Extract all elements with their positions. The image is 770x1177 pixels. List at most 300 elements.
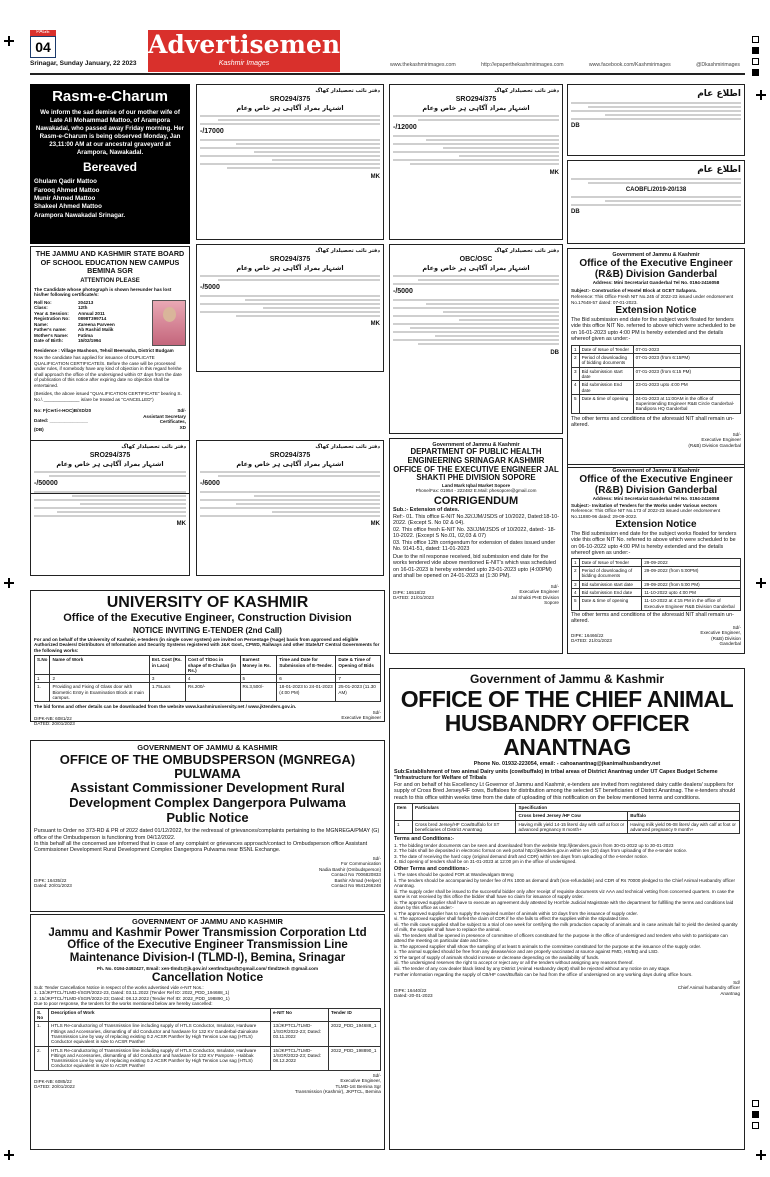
field-label: Roll No:	[34, 299, 52, 305]
column-header: Time and Date for Submission of E-Tender.	[277, 656, 336, 675]
cell: 1.75Lacs	[149, 683, 185, 702]
animal-dated: Dated:-20-01-2023	[394, 993, 433, 999]
field-label: Mother's Name:	[34, 332, 69, 338]
field-value: Zareena Parveen	[78, 321, 115, 327]
table-row	[572, 367, 741, 381]
cell: 07-01-2023 (from 6:15 PM)	[633, 367, 740, 381]
cell: Cross bred Jersey/HF Cow/Buffalo for ST beneficiaries of District Anantnag	[413, 820, 516, 834]
power-dipk: DIPK-NB: 6085/22	[34, 1078, 72, 1084]
cell: 2022_PDD_194688_1	[329, 1022, 381, 1046]
cell: 2.	[35, 1046, 49, 1070]
power-nit-2: 2. 15/JKPTCL/TLMD-I/SGR/2022-23; Dated: 08.12.2022 (Tender Ref ID: 2022_PDD_198890_1)	[34, 995, 230, 1001]
urdu-code: MK	[370, 520, 380, 527]
urdu-sro: SRO294/375	[89, 452, 131, 460]
cell: 13/JKPTCL/TLMD-1/SGR/2022-23; Dated: 03.11.2022	[271, 1022, 329, 1046]
rb2-sign-division: (R&B) Division	[711, 635, 741, 641]
table-header	[395, 804, 740, 812]
epaper-link[interactable]: http://epaperthekashmirimages.com	[481, 62, 564, 68]
jkbose-note: (Besides, the above issued "QUALIFICATION CERTIFICATE" bearing S. No.\ ______________ is/are be treated as "CANCELLED")	[34, 391, 182, 402]
urdu-subject: اشتہار بمراد آگاہی ہر خاص وعام	[236, 460, 344, 469]
urdu-fee: -/50000	[34, 480, 58, 488]
field-value: 0898T399714	[78, 316, 107, 322]
ombuds-helper-contact: Contact No 9541266248	[331, 883, 381, 889]
field-label: Year & Session:	[34, 310, 69, 316]
rb2-sign-title: Executive Engineer,	[700, 630, 741, 636]
cell: Rs.200/-	[185, 683, 240, 702]
bereaved-name: Arampora Nawakadal Srinagar.	[34, 211, 126, 219]
ombudsperson-public-notice	[30, 740, 385, 912]
rb1-sign: Sd/-	[732, 431, 741, 437]
cell: 4	[185, 675, 240, 683]
uok-tender-notice	[30, 590, 385, 727]
uok-table	[34, 655, 381, 702]
ombuds-sign-name: Nadia Bashir (Ombudsperson)	[318, 866, 381, 872]
cell: Date & time of opening	[579, 394, 633, 413]
column-header: Name of Work	[50, 656, 149, 675]
cell: 1.	[35, 1022, 49, 1046]
rasm-body: We inform the sad demise of our mother wife of Late Ali Mohammad Mattoo, of Arampora Nawakadal, who passed away Friday morning. Her Rasm-e-Charum is being observed Monday, Jan 23,11:00 AM at our ancestral graveyard at Arampora, Nawakadal.	[35, 109, 185, 157]
urdu-code: MK	[176, 520, 186, 527]
elan-code: DB	[571, 209, 580, 216]
cell: 1	[35, 675, 50, 683]
elan-title: اطلاع عام	[697, 165, 741, 175]
urdu-fee: -/5000	[200, 284, 220, 292]
registration-mark	[4, 578, 14, 588]
field-value: Ab Rashid Malik	[78, 327, 114, 333]
rb1-sign-title: Executive Engineer	[701, 437, 741, 443]
cell: 4	[572, 381, 580, 395]
column-header: S.No	[35, 656, 50, 675]
phe-sign-place: Sopore	[544, 600, 559, 606]
power-intro: Sub: Tender Cancellation Notice in respect of the works advertised vide e-NIT Nos.:	[34, 984, 204, 990]
term-item: vi. The approved supplier shall forfeit the claim of CDR if he she fails to effect the supplies within the stipulated time.	[394, 916, 630, 922]
urdu-code: MK	[370, 320, 380, 327]
elan-notice-1	[567, 84, 745, 156]
rb1-gov: Government of Jammu & Kashmir	[612, 252, 700, 258]
urdu-notice-1	[196, 84, 384, 240]
urdu-sro: SRO294/375	[269, 96, 311, 104]
jkbose-title: THE JAMMU AND KASHMIR STATE BOARD OF SCHOOL EDUCATION NEW CAMPUS BEMINA SGR	[35, 249, 185, 276]
field-label: Date of Birth:	[34, 338, 64, 344]
cell: Bid submission End date	[579, 381, 633, 395]
page-label: PAGE	[30, 30, 56, 36]
cell: 07-01-2023	[633, 345, 740, 353]
urdu-subject: اشتہار بمراد آگاہی ہر خاص وعام	[56, 460, 164, 469]
animal-terms	[394, 843, 740, 865]
rb1-extension-title: Extension Notice	[615, 305, 697, 317]
banner-subtitle: Kashmir Images	[218, 60, 270, 67]
cell: 1	[395, 820, 413, 834]
candidate-photo	[152, 300, 186, 346]
urdu-obc: OBC/OSC	[459, 256, 493, 264]
ombuds-notice: Public Notice	[166, 810, 249, 826]
cell: 11-10-2022 upto 4:00 PM	[642, 589, 741, 597]
elan-notice-2	[567, 160, 745, 244]
field-label: Father's name:	[34, 327, 67, 333]
ombuds-sign-line: For Communication	[340, 861, 381, 867]
registration-mark	[756, 1150, 766, 1160]
urdu-office-head: دفتر نائب تحصیلدار کھاگ	[315, 88, 380, 94]
ombuds-dipk: DIPK: 16435/22	[34, 877, 67, 883]
urdu-fee: -/12000	[393, 124, 417, 132]
urdu-fee: -/6000	[200, 480, 220, 488]
ombuds-sign-contact: Contact No 7006820833	[331, 872, 381, 878]
urdu-office-head: دفتر نائب تحصیلدار کھاگ	[494, 88, 559, 94]
rb2-table	[571, 558, 741, 611]
twitter-link[interactable]: @Dkashmirimages	[696, 62, 740, 68]
power-contact: Ph. No. 0194-2492427, Email: xen-tlmd1@jk.gov.in/ xentlmd1psdt@gmail.com/ tlmd1tech @gmail.com	[96, 965, 319, 971]
rb1-reference: Reference: This Office Fresh NIT No.245 of 2022-23 issued under endorsement No.17648-57 dated: 07-01-2023.	[571, 294, 734, 305]
phe-ref: Ref:- 01. This office E-NIT No.32/JJM/JSDS of 10/2022, Dated:18-10- 2022. (Except S. No 02 & 04).	[393, 513, 559, 527]
cell: 29-09-2022 (from 5:00PM)	[642, 567, 741, 581]
website-link[interactable]: www.thekashmirimages.com	[390, 62, 456, 68]
cell: Date & time of opening	[579, 597, 642, 611]
color-swatch	[752, 1122, 759, 1129]
cell: Period of downloading of bidding documents	[579, 567, 642, 581]
bereaved-name: Shakeel Ahmed Mattoo	[34, 203, 102, 211]
field-value: 204213	[78, 299, 94, 305]
table-row	[35, 675, 381, 683]
urdu-notice-obc	[389, 244, 563, 434]
rasm-names	[34, 178, 186, 220]
cell: Date of Issue of Tender	[579, 345, 633, 353]
uok-notice: NOTICE INVITING E-TENDER (2nd Call)	[133, 625, 282, 635]
power-notice: Cancellation Notice	[151, 970, 264, 985]
term-item: ii. The tenders should be accompanied by tender fee of Rs 1000 as demand draft (non-refundable) and CDR of Rs 70000 pledged to the Chief Animal Husbandry officer Anantnag.	[394, 877, 735, 889]
phe-sign: Sd/-	[550, 583, 559, 589]
power-cancellation-notice	[30, 914, 385, 1150]
advertisement-banner	[148, 30, 352, 72]
column-header: e-NIT No	[271, 1008, 329, 1022]
term-item: Xi The target of supply of animals should increase or decrease depending on the availability of funds.	[394, 954, 600, 960]
cell: 2	[50, 675, 149, 683]
registration-mark	[4, 36, 14, 46]
column-header: Buffalo	[628, 812, 740, 820]
cell: 18-01-2023 to 24-01-2023 (4:00 PM)	[277, 683, 336, 702]
column-header: Particulars	[413, 804, 516, 821]
cell: 1	[572, 345, 580, 353]
column-header: Item	[395, 804, 413, 821]
power-sign-dept: Transmission (Kashmir), JKPTCL, Bemina	[294, 1089, 381, 1095]
cell: 1.	[35, 683, 50, 702]
table-row	[572, 345, 741, 353]
cell: 3	[149, 675, 185, 683]
animal-title-1: OFFICE OF THE CHIEF ANIMAL	[400, 685, 734, 712]
animal-sign: Sd/	[733, 979, 740, 985]
uok-sign: Sd/-	[372, 709, 381, 715]
animal-other-title: Other Terms and conditions:-	[394, 865, 470, 872]
color-swatch	[752, 47, 759, 54]
jkbose-residence: Residence : Village Mashoon, Tehsil Beerwaha, District Budgam	[34, 347, 174, 353]
power-nit-1: 1. 13/JKPTCL/TLMD-I/SGR/2022-23, Dated: 03.11.2022 (Tender Ref ID: 2022_PDD_194688_1)	[34, 990, 230, 996]
phe-dipk: DIPK: 16518/22	[393, 589, 426, 595]
rasm-bereaved-title: Bereaved	[82, 160, 138, 175]
power-office: Office of the Executive Engineer Transmission Line Maintenance Division-I (TLMD-I), Bemina, Srinagar	[67, 939, 348, 964]
cell: 3	[572, 367, 580, 381]
color-swatch	[752, 36, 759, 43]
cell: Period of downloading of bidding documents	[579, 354, 633, 368]
phe-gov: Government of Jammu & Kashmir	[432, 442, 520, 448]
urdu-sro: SRO294/375	[455, 96, 497, 104]
rb2-gov: Government of Jammu & Kashmir	[612, 468, 700, 474]
ombuds-dated: Dated: 20/01/2023	[34, 883, 72, 889]
cell: 23-01-2023 upto 4:00 PM	[633, 381, 740, 395]
column-header: Tender ID	[329, 1008, 381, 1022]
urdu-office-head: دفتر نائب تحصیلدار کھاگ	[121, 444, 186, 450]
table-row	[572, 580, 741, 588]
phe-corrigendum	[389, 438, 563, 654]
bereaved-name: Munir Ahmed Mattoo	[34, 194, 96, 202]
column-header: Cost of T/Doc in shape of E-Challan (in Rs.)	[185, 656, 240, 675]
cell: HTLS Re-conductoring of Transmission line including supply of HTLS Conductor, Insulator, Hardware Fittings and Accessories, dismantling of old Conductor and hardware for 132 KV Pampore - Habbak Transmission Line by way of replacing existing 0.2 ACSR Panther by High Tension Low sag (HTLS) Conductor equivalent in size to ACSR Panther	[49, 1046, 271, 1070]
uok-office: Office of the Executive Engineer, Construction Division	[63, 612, 352, 624]
phe-dated: DATED: 21/01/2023	[393, 595, 434, 601]
field-label: Name:	[34, 321, 49, 327]
cell: 3	[572, 580, 580, 588]
page-date: Srinagar, Sunday January, 22 2023	[30, 60, 137, 67]
field-value: 15/02/1994	[78, 338, 101, 344]
urdu-notice-2	[196, 244, 384, 372]
rb-extension-notice-1	[567, 248, 745, 468]
term-item: i. The rates should be quoted FOR at Wandevalgam Breng	[394, 872, 514, 878]
phe-sign-division: Jal Shakti PHE Division	[511, 594, 559, 600]
term-item: 4. Bid opening of tenders shall be on 31-01-2023 at 12:00 pm in the office of undersigned.	[394, 859, 577, 865]
rb1-subject: Subject:- Construction of Hostel Block at GCET Safapora.	[571, 287, 697, 293]
cell: Bid submission End date	[579, 589, 642, 597]
cell: 5	[572, 597, 580, 611]
power-sign-office: TLMD-1st Bemina Sgr	[335, 1083, 381, 1089]
rb2-extension-title: Extension Notice	[615, 519, 697, 531]
urdu-code: MK	[370, 173, 380, 180]
column-header: S. No	[35, 1008, 49, 1022]
urdu-subject: اشتہار بمراد آگاہی ہر خاص وعام	[236, 104, 344, 113]
rb1-office: Office of the Executive Engineer (R&B) Division Ganderbal	[579, 258, 733, 281]
animal-gov: Government of Jammu & Kashmir	[469, 672, 665, 686]
cell: Rs.3,500/-	[240, 683, 277, 702]
color-swatch	[752, 1111, 759, 1118]
animal-title-2: HUSBANDRY OFFICER ANANTNAG	[444, 709, 690, 761]
cell: 25-01-2023 (11.30 AM)	[336, 683, 381, 702]
bereaved-name: Ghulam Qadir Mattoo	[34, 178, 97, 186]
cell: Having milk yield 14-15 liters/ day with calf at foot or advanced pregnancy 8 month+	[516, 820, 628, 834]
jkbose-sign-title: Assistant Secretary	[143, 413, 186, 419]
rb1-footer: The other terms and conditions of the aforesaid NIT shall remain un-altered.	[571, 415, 734, 429]
cell: Providing and Fixing of Glass door with Biometric Entry in Examination Block at main campus.	[50, 683, 149, 702]
jkbose-body: Now the candidate has applied for issuance of DUPLICATE QUALIFICATION CERTIFICATE/S. Before the case will be processed under rules, if somebody have any kind of objection in this regard he/she shall approach the office of the undersigned within 07 days from the date of publication of this notice after expiring date no objection shall be entertained.	[34, 355, 182, 388]
phe-phone: Phone/Fax: 01954 - 222482 E.Mail: phesopore@gmail.com	[415, 488, 537, 494]
ombuds-body2: In this behalf all the concerned are informed that in case of any complaint or grievances approach/contact to Ombudsperson office Assistant Commissioner Development Rural Development Complex Dangerpora Pulwama near BSNL Exchange.	[34, 841, 368, 854]
color-swatch	[752, 58, 759, 65]
urdu-code: DB	[550, 349, 559, 356]
rb2-sign: Sd/-	[732, 624, 741, 630]
table-row	[35, 1022, 381, 1046]
term-item: xiii. The tender of any cow dealer black listed by any District (Animal Husbandry deptt) shall be rejected without any notice on any stage.	[394, 965, 671, 971]
urdu-subject: اشتہار بمراد آگاہی ہر خاص وعام	[422, 104, 530, 113]
rasm-title: Rasm-e-Charum	[52, 88, 168, 105]
term-item: vii. The milk cows supplied shall be subject to a trial of one week for certifying the milk production capacity of animals and in case animals fail to yield the desired quantity of milk, the supplier shall have to replace the animal.	[394, 921, 738, 933]
term-item: 1. The bidding tender documents can be seen and downloaded from the website http://jktenders.gov.in from 30-01-2022 up to 30-01-2023	[394, 842, 674, 848]
animal-terms-title: Terms and Conditions:-	[394, 836, 455, 843]
registration-mark	[756, 578, 766, 588]
animal-table	[394, 803, 740, 834]
cell: 15/JKPTCL/TLMD-1/SGR/2022-23; Dated: 08.12.2022	[271, 1046, 329, 1070]
column-header: Earnest Money in Rs.	[240, 656, 277, 675]
field-label: Registration No:	[34, 316, 70, 322]
animal-sign-place: Anantnag	[720, 990, 740, 996]
header-rule	[30, 73, 745, 75]
registration-mark	[4, 1150, 14, 1160]
phe-dept: DEPARTMENT OF PUBLIC HEALTH ENGINEERING SRINAGAR KASHMIR	[407, 447, 545, 466]
table-row	[572, 567, 741, 581]
term-item: x. The animal supplied should be free from any disease/vice and are properly vaccinated at source against FMD, HS/BQ and LSD.	[394, 949, 659, 955]
cell: 24-01-2023 at 11:00AM in the office of Superintending Engineer R&B Circle Ganderbal-Bandipora HQ Ganderbal	[633, 394, 740, 413]
power-title: Jammu and Kashmir Power Transmission Corporation Ltd	[48, 926, 367, 939]
cell: 2	[572, 354, 580, 368]
rb2-footer: The other terms and conditions of the aforesaid NIT shall remain un-altered.	[571, 611, 734, 625]
animal-dipk: DIPK: 16440/22	[394, 987, 427, 993]
field-value: 12th	[78, 305, 88, 311]
term-item: iii. The supply order shall be issued to the successful bidder only after receipt of requisite documents viz AAA and technical vetting from concerned quarters. In case the same is not received by this office the bidder shall have no claim for issuance of supply order.	[394, 888, 735, 900]
ombuds-subtitle: Assistant Commissioner Development Rural Development Complex Dangerpora Pulwama	[69, 780, 346, 811]
column-header: Specification	[516, 804, 740, 812]
term-item: 2. The bids shall be deposited in electronic format on web portal http://jktenders.gov.in within ten (10) days from uploading of the e-tender notice.	[394, 848, 688, 854]
term-item: iv. The approved supplier shall have to execute an agreement duly attested by Hon'ble Judicial Magistrate with the department for fulfilling the terms and conditions laid down by this office as under:-	[394, 899, 734, 911]
uok-dipk: DIPK-NB: 6081/22	[34, 715, 72, 721]
rb2-dated: DATED: 21/01/2023	[571, 638, 612, 644]
header-links	[390, 63, 740, 69]
urdu-sro: SRO294/375	[269, 256, 311, 264]
urdu-notice-4	[196, 440, 384, 576]
table-row	[572, 597, 741, 611]
cell: 7	[336, 675, 381, 683]
uok-intro: For and on behalf of the University of Kashmir, e-tenders (in single cover system) are invited on Percentage (%age) basis from approved and eligible Authorized Dealers/ Distributors of Information and Security Systems registered with J&K Govt., CPWD, Railways and other State/UT Central Governments for the following works:	[34, 636, 380, 653]
urdu-office-head: دفتر نائب تحصیلدار کھاگ	[494, 248, 559, 254]
table-row	[572, 589, 741, 597]
cell: 2022_PDD_198890_1	[329, 1046, 381, 1070]
table-row	[572, 354, 741, 368]
color-swatch	[752, 69, 759, 76]
field-value: Annual 2011	[78, 310, 105, 316]
table-row	[35, 1046, 381, 1070]
jkbose-attention: ATTENTION PLEASE	[80, 277, 140, 284]
ombuds-helper: Bashir Ahmad (Helper)	[334, 877, 381, 883]
facebook-link[interactable]: www.facebook.com/Kashmirimages	[588, 62, 671, 68]
cell: 1	[572, 558, 580, 566]
elan-ref-code: CAOBFL/2019-20/138	[625, 187, 687, 194]
power-gov: GOVERNMENT OF JAMMU AND KASHMIR	[132, 917, 283, 926]
jkbose-intro: The Candidate whose photograph is shown hereunder has lost his/her following certificate/s:	[34, 286, 172, 298]
registration-mark	[756, 90, 766, 100]
urdu-office-head: دفتر نائب تحصیلدار کھاگ	[315, 444, 380, 450]
phe-body: Due to the nil response received, bid submission end date for the works tendered vide above mentioned E-NIT's which was scheduled on 16-01-2023 is hereby extended upto 23-01-2023 upto (4:00PM) and shall be opened on 24-01-2023 at (1:30 PM).	[393, 553, 556, 580]
power-sign: Sd/-	[372, 1072, 381, 1078]
term-item: viii. The tenders shall be opened in presence of committee of officers constituted for the purpose in the office of undersigned and tenders who wish to participate can attend the meeting on particular date and time.	[394, 932, 728, 944]
rb1-table	[571, 345, 741, 414]
power-dated: DATED: 20/01/2022	[34, 1084, 75, 1090]
jkbose-details	[34, 300, 186, 346]
cell: 4	[572, 589, 580, 597]
phe-address: Land Mark Iqbal Market Sopore	[441, 482, 511, 488]
field-label: Class:	[34, 305, 48, 311]
column-header: Est. Cost (Rs. in Lacs)	[149, 656, 185, 675]
column-header: Date & Time of Opening of Bids	[336, 656, 381, 675]
rb1-body: The Bid submission end date for the subject work floated for tenders vide this office NIT No. referred to above which were scheduled to be on 16-01-2023 upto 4:00 PM is hereby extended and the details whereof given as under:-	[571, 316, 736, 343]
animal-husbandry-notice	[389, 668, 745, 1150]
cell: 5	[240, 675, 277, 683]
urdu-office-head: دفتر نائب تحصیلدار کھاگ	[315, 248, 380, 254]
phe-ref3: 03. This office 12th corrigendum for extension of dates issued under No. 9141-51, dated: 11-01-2023	[393, 539, 556, 553]
photo-face	[163, 307, 176, 322]
bereaved-name: Farooq Ahmed Mattoo	[34, 186, 100, 194]
table-header	[35, 656, 381, 675]
urdu-subject: اشتہار بمراد آگاہی ہر خاص وعام	[236, 264, 344, 273]
urdu-fee: -/5000	[393, 288, 413, 296]
cell: 29-09-2022	[642, 558, 741, 566]
table-row	[35, 683, 381, 702]
urdu-notice-5	[389, 84, 563, 240]
rb2-sign-place: Ganderbal	[719, 641, 741, 647]
rb1-sign-division: (R&B) Division Ganderbal	[688, 442, 741, 448]
ombuds-gov: GOVERNMENT OF JAMMU & KASHMIR	[137, 743, 278, 752]
table-row	[572, 381, 741, 395]
urdu-notice-3	[30, 440, 190, 576]
uok-dated: DATED: 20/01/2023	[34, 721, 75, 727]
urdu-fee: -/17000	[200, 128, 224, 136]
page-number-badge	[30, 30, 56, 58]
cell: Having milk yield 06-08 liters/ day with calf at foot or advanced pregnancy 9 month+	[628, 820, 740, 834]
phe-title: CORRIGENDUM	[433, 494, 519, 507]
uok-title: UNIVERSITY OF KASHMIR	[106, 594, 309, 611]
rb2-address: Address: Mini Secretariat Ganderbal Tel No. 0194-2416058	[592, 496, 720, 502]
phe-office: OFFICE OF THE EXECUTIVE ENGINEER JAL SHAKTI PHE DIVISION SOPORE	[393, 464, 559, 483]
phe-subject: Sub.:- Extension of dates.	[393, 507, 460, 514]
animal-contact: Phone No. 01932-223054, email: - cahoanantnag@jkanimalhusbandry.net	[473, 761, 661, 768]
rb-extension-notice-2	[567, 464, 745, 654]
rb2-subject: Subject:- Invitation of Tenders for the Works under Various sectors	[571, 502, 718, 508]
animal-sign-title: Chief Animal husbandry officer	[677, 985, 740, 991]
column-header: Description of Work	[49, 1008, 271, 1022]
animal-body: For and on behalf of his Excellency Lt Governor of Jammu and Kashmir, e-tenders are invited from registered dairy cattle dealers/ suppliers for supply of Cross Bred Jersey/HF cows, Buffaloes for distribution among the selected ST beneficiaries of District Anantnag. The e-tenders should reach to this office within weeks time from the date of uploading of this notification on the below mentioned terms and conditions.	[394, 781, 736, 801]
rb2-body: The Bid submission end date for the subject works floated for tenders vide this office NIT No. referred to above which were scheduled to be on 06-10-2022 upto 4:00 PM is hereby extended and the details whereof given as under:-	[571, 530, 737, 557]
uok-footer: The bid forms and other details can be downloaded from the website www.kashmiruniversity.net / www.jktenders.gov.in.	[34, 704, 297, 710]
animal-other-terms	[394, 872, 740, 971]
cell: Date of Issue of Tender	[579, 558, 642, 566]
term-item: xii. The undersigned reserves the right to accept or reject any or all the tenders without assigning any reasons thereof.	[394, 960, 634, 966]
cell: 2	[572, 567, 580, 581]
elan-title: اطلاع عام	[697, 89, 741, 99]
ombuds-body: Pursuant to Order no 373-RD & PR of 2022 dated 01/12/2022, for the redressal of grievances/complaints pertaining to the MGNREGA/PMAY (G) office of the Ombudsperson is functioning from 04/12/2022.	[34, 828, 380, 841]
table-row	[395, 820, 740, 834]
jkbose-dated: Dated: _______________	[34, 417, 88, 423]
rasm-e-charum-ad	[30, 84, 190, 244]
urdu-sro: SRO294/375	[269, 452, 311, 460]
cell: 11-10-2022 at 4:15 PM in the office of Executive Engineer R&B Division Ganderbal	[642, 597, 741, 611]
term-item: 3. The date of receiving the hard copy (original demand draft and CDR) within ten days from uploading of the e-tender notice.	[394, 853, 648, 859]
rb2-reference: Reference: This Office NIT No.173 of 2022-23 issued under endorsement No.11880-96 dated: 29-09-2022.	[571, 508, 721, 519]
cell: 5	[572, 394, 580, 413]
cell: 07-01-2023 (from 6:15PM)	[633, 354, 740, 368]
power-table	[34, 1008, 381, 1071]
ombuds-title: OFFICE OF THE OMBUDSPERSON (MGNREGA) PULWAMA	[59, 751, 356, 781]
jkbose-sign-code: XD	[179, 424, 186, 430]
page-number: 04	[30, 36, 56, 58]
table-row	[572, 394, 741, 413]
urdu-code: MK	[549, 169, 559, 176]
phe-ref2: 02. This office fresh E-NIT No. 33/JJM/JSDS of 10/2022, dated:- 18-10-2022. (Except S No.01, 02,03 & 07)	[393, 526, 556, 540]
jkbose-sign-dept: Certificates,	[159, 419, 186, 425]
power-sign-title: Executive Engineer,	[340, 1078, 381, 1084]
jkbose-sign: Sd/-	[177, 408, 186, 414]
